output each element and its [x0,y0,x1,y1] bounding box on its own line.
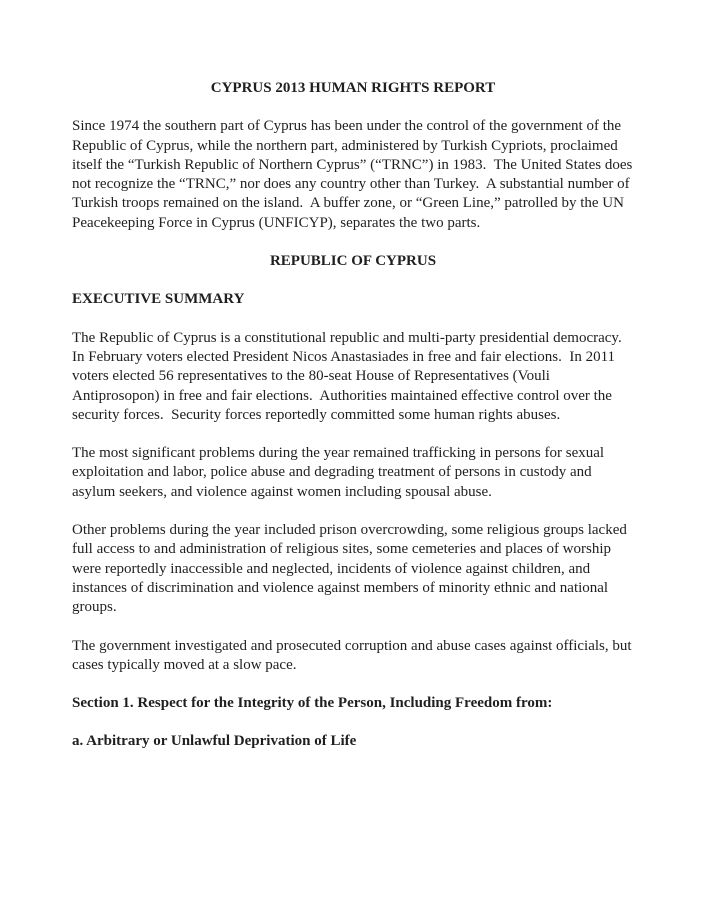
paragraph-executive-summary-4: The government investigated and prosecuted corruption and abuse cases against officials, but cases typically moved at a slow pace. [72,637,636,673]
paragraph-executive-summary-1: The Republic of Cyprus is a constitutional republic and multi-party presidential democracy. In February voters elected President Nicos Anastasiades in free and fair elections. In 2011 voters elected 56 representatives to the 80-seat House of Representatives (Vouli Antiprosopon) in free and fair elections. Authorities maintained effective control over the security forces. Security forces reportedly committed some human rights abuses. [72,329,630,423]
paragraph-executive-summary-3: Other problems during the year included prison overcrowding, some religious groups lacked full access to and administration of religious sites, some cemeteries and places of worship were reportedly inaccessible and neglected, incidents of violence against children, and instances of discrimination and violence against members of minority ethnic and national groups. [72,522,631,616]
heading-executive-summary: EXECUTIVE SUMMARY [72,291,245,308]
heading-section-1a: a. Arbitrary or Unlawful Deprivation of Life [72,733,357,750]
heading-section-1: Section 1. Respect for the Integrity of the Person, Including Freedom from: [72,695,553,712]
heading-republic-of-cyprus: REPUBLIC OF CYPRUS [269,253,437,270]
paragraph-executive-summary-2: The most significant problems during the year remained trafficking in persons for sexual exploitation and labor, police abuse and degrading treatment of persons in custody and asylum seekers, and violence against women including spousal abuse. [72,445,608,500]
paragraph-intro: Since 1974 the southern part of Cyprus has been under the control of the government of the Republic of Cyprus, while the northern part, administered by Turkish Cypriots, proclaimed itself the “Turkish Republic of Northern Cyprus” (“TRNC”) in 1983. The United States does not recognize the “TRNC,” nor does any country other than Turkey. A substantial number of Turkish troops remained on the island. A buffer zone, or “Green Line,” patrolled by the UN Peacekeeping Force in Cyprus (UNFICYP), separates the two parts. [72,118,637,231]
document-title: CYPRUS 2013 HUMAN RIGHTS REPORT [210,80,496,96]
